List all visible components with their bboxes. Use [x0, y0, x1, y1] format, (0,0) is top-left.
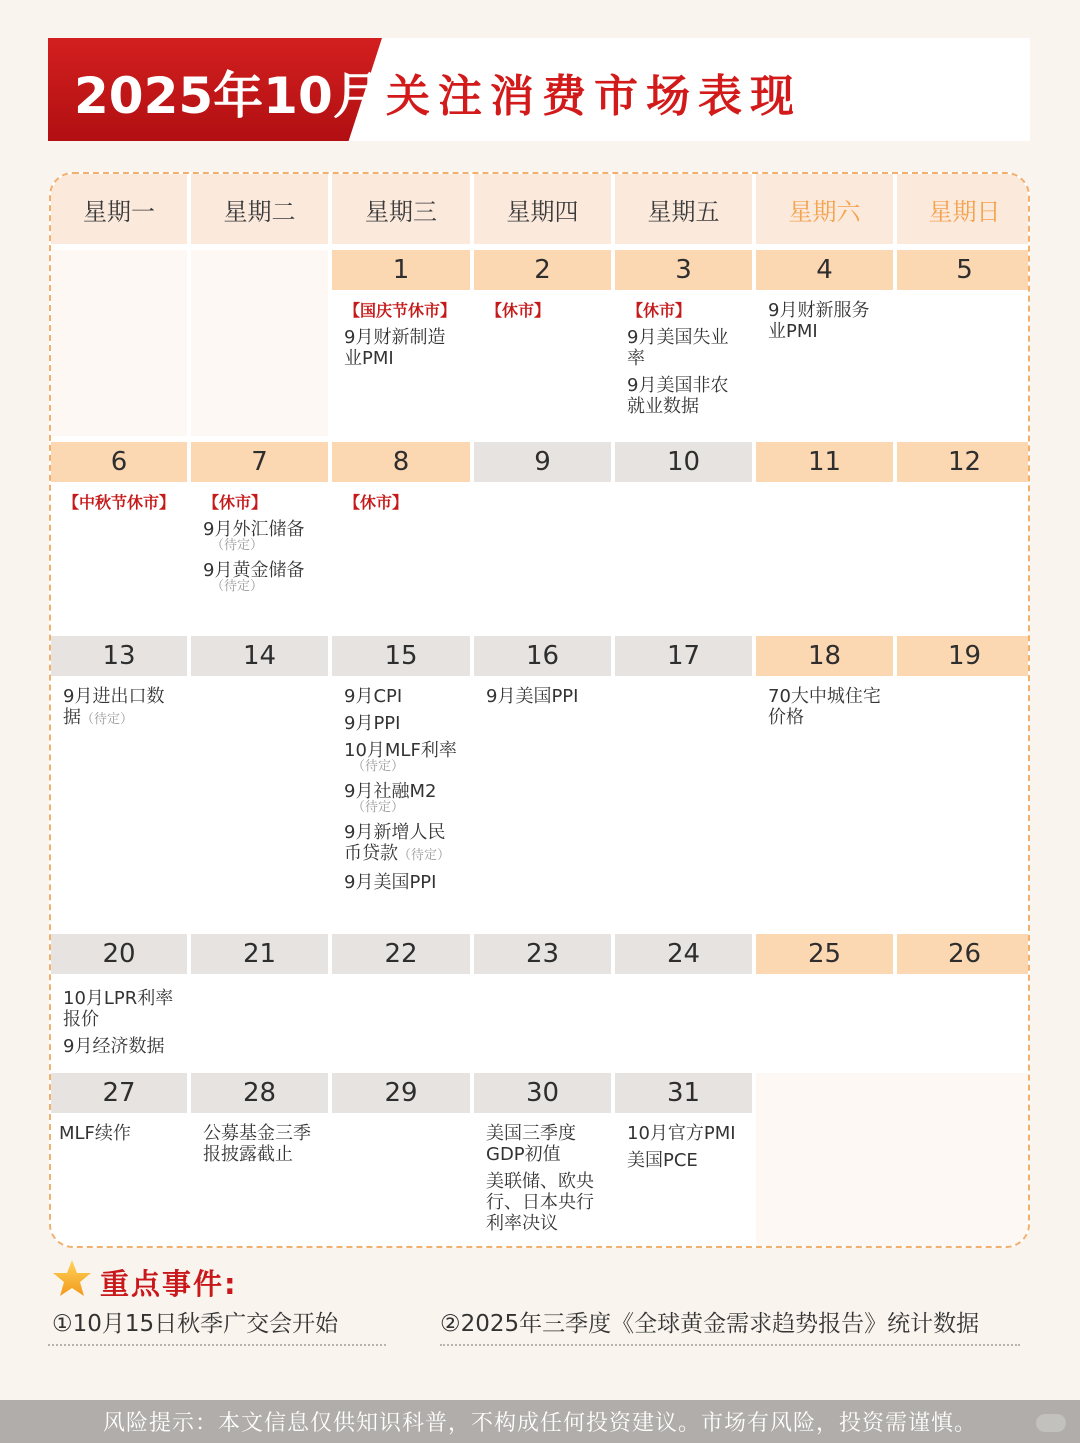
day-cell	[191, 482, 328, 632]
empty-cell	[51, 250, 187, 436]
empty-cell	[191, 250, 328, 436]
day-number: 23	[474, 934, 611, 974]
event-item: 9月CPI	[344, 686, 403, 707]
event-item: 9月美国PPI	[344, 872, 437, 893]
event-text: 9月新增人民币贷款	[344, 822, 446, 864]
day-number: 1	[332, 250, 470, 290]
weekday-mon: 星期一	[51, 174, 187, 244]
key-events-title: 重点事件:	[100, 1267, 238, 1301]
calendar	[49, 172, 1030, 1248]
day-cell	[332, 974, 470, 1069]
event-item: 美联储、欧央行、日本央行利率决议	[486, 1171, 594, 1234]
day-number: 10	[615, 442, 752, 482]
weekday-wed: 星期三	[332, 174, 470, 244]
event-item: 10月MLF利率	[344, 740, 457, 761]
day-cell	[51, 482, 187, 632]
day-number: 4	[756, 250, 893, 290]
event-item: 美国三季度GDP初值	[486, 1123, 576, 1165]
risk-disclaimer: 风险提示：本文信息仅供知识科普，不构成任何投资建议。市场有风险，投资需谨慎。	[0, 1400, 1080, 1443]
watermark-icon	[1036, 1414, 1066, 1432]
day-cell	[51, 676, 187, 930]
event-item: 70大中城住宅价格	[768, 686, 881, 728]
holiday-tag: 【中秋节休市】	[63, 493, 176, 512]
day-cell	[615, 974, 752, 1069]
day-cell	[615, 290, 752, 436]
pending-note: （待定）	[352, 800, 405, 815]
day-number: 19	[897, 636, 1030, 676]
day-number: 17	[615, 636, 752, 676]
key-event-item: ②2025年三季度《全球黄金需求趋势报告》统计数据	[440, 1311, 980, 1337]
day-cell	[474, 482, 611, 632]
day-cell	[474, 1113, 611, 1248]
event-item: 9月财新制造业PMI	[344, 327, 446, 369]
event-item: 公募基金三季报披露截止	[203, 1123, 311, 1165]
day-cell	[897, 290, 1030, 436]
day-number: 13	[51, 636, 187, 676]
event-item: 9月美国失业率	[627, 327, 729, 369]
day-cell	[191, 1113, 328, 1248]
event-item	[344, 822, 462, 866]
weekday-tue: 星期二	[191, 174, 328, 244]
day-cell	[332, 676, 470, 930]
holiday-tag: 【国庆节休市】	[344, 301, 457, 320]
header-month: 2025年10月	[74, 67, 383, 125]
day-number: 6	[51, 442, 187, 482]
event-item: 9月PPI	[344, 713, 401, 734]
day-cell	[756, 974, 893, 1069]
day-number: 31	[615, 1073, 752, 1113]
day-number: 26	[897, 934, 1030, 974]
day-cell	[332, 290, 470, 436]
day-cell	[474, 974, 611, 1069]
day-number: 28	[191, 1073, 328, 1113]
day-cell	[51, 974, 187, 1069]
day-number: 9	[474, 442, 611, 482]
day-cell	[191, 974, 328, 1069]
day-cell	[474, 290, 611, 436]
day-cell	[897, 676, 1030, 930]
day-cell	[897, 482, 1030, 632]
holiday-tag: 【休市】	[203, 493, 268, 512]
divider	[48, 1344, 386, 1346]
day-number: 3	[615, 250, 752, 290]
day-cell	[615, 1113, 752, 1248]
day-cell	[51, 1113, 187, 1248]
event-text: 9月进出口数据	[63, 686, 165, 728]
empty-cell	[756, 1073, 1030, 1248]
day-number: 5	[897, 250, 1030, 290]
day-number: 7	[191, 442, 328, 482]
event-item: 9月经济数据	[63, 1036, 165, 1057]
day-cell	[756, 290, 893, 436]
day-cell	[756, 482, 893, 632]
event-item: 9月美国非农就业数据	[627, 375, 729, 417]
day-number: 11	[756, 442, 893, 482]
day-number: 29	[332, 1073, 470, 1113]
pending-note: （待定）	[211, 538, 264, 553]
holiday-tag: 【休市】	[344, 493, 409, 512]
event-item: 9月财新服务业PMI	[768, 300, 870, 342]
day-number: 20	[51, 934, 187, 974]
key-event-item: ①10月15日秋季广交会开始	[52, 1311, 339, 1337]
event-item: MLF续作	[59, 1123, 131, 1144]
day-number: 22	[332, 934, 470, 974]
divider	[440, 1344, 1020, 1346]
pending-note: （待定）	[211, 579, 264, 594]
event-item	[63, 686, 179, 730]
day-number: 16	[474, 636, 611, 676]
day-cell	[191, 676, 328, 930]
day-cell	[897, 974, 1030, 1069]
event-item: 10月LPR利率报价	[63, 988, 174, 1030]
event-item: 9月黄金储备	[203, 560, 305, 581]
day-cell	[615, 676, 752, 930]
event-item: 9月社融M2	[344, 781, 437, 802]
day-number: 24	[615, 934, 752, 974]
day-number: 14	[191, 636, 328, 676]
day-cell	[756, 676, 893, 930]
day-cell	[615, 482, 752, 632]
pending-note: （待定）	[81, 712, 134, 727]
day-number: 8	[332, 442, 470, 482]
day-number: 18	[756, 636, 893, 676]
weekday-thu: 星期四	[474, 174, 611, 244]
star-icon	[52, 1258, 92, 1298]
day-number: 12	[897, 442, 1030, 482]
event-item: 10月官方PMI	[627, 1123, 736, 1144]
event-item: 9月外汇储备	[203, 519, 305, 540]
event-item: 美国PCE	[627, 1150, 698, 1171]
day-number: 15	[332, 636, 470, 676]
holiday-tag: 【休市】	[486, 301, 551, 320]
header-title: 关注消费市场表现	[386, 71, 802, 122]
weekday-sun: 星期日	[897, 174, 1030, 244]
event-item: 9月美国PPI	[486, 686, 579, 707]
day-cell	[332, 482, 470, 632]
day-number: 30	[474, 1073, 611, 1113]
day-number: 21	[191, 934, 328, 974]
pending-note: （待定）	[352, 759, 405, 774]
day-cell	[332, 1113, 470, 1248]
day-number: 27	[51, 1073, 187, 1113]
weekday-sat: 星期六	[756, 174, 893, 244]
holiday-tag: 【休市】	[627, 301, 692, 320]
pending-note: （待定）	[398, 848, 451, 863]
weekday-fri: 星期五	[615, 174, 752, 244]
day-cell	[474, 676, 611, 930]
day-number: 25	[756, 934, 893, 974]
day-number: 2	[474, 250, 611, 290]
